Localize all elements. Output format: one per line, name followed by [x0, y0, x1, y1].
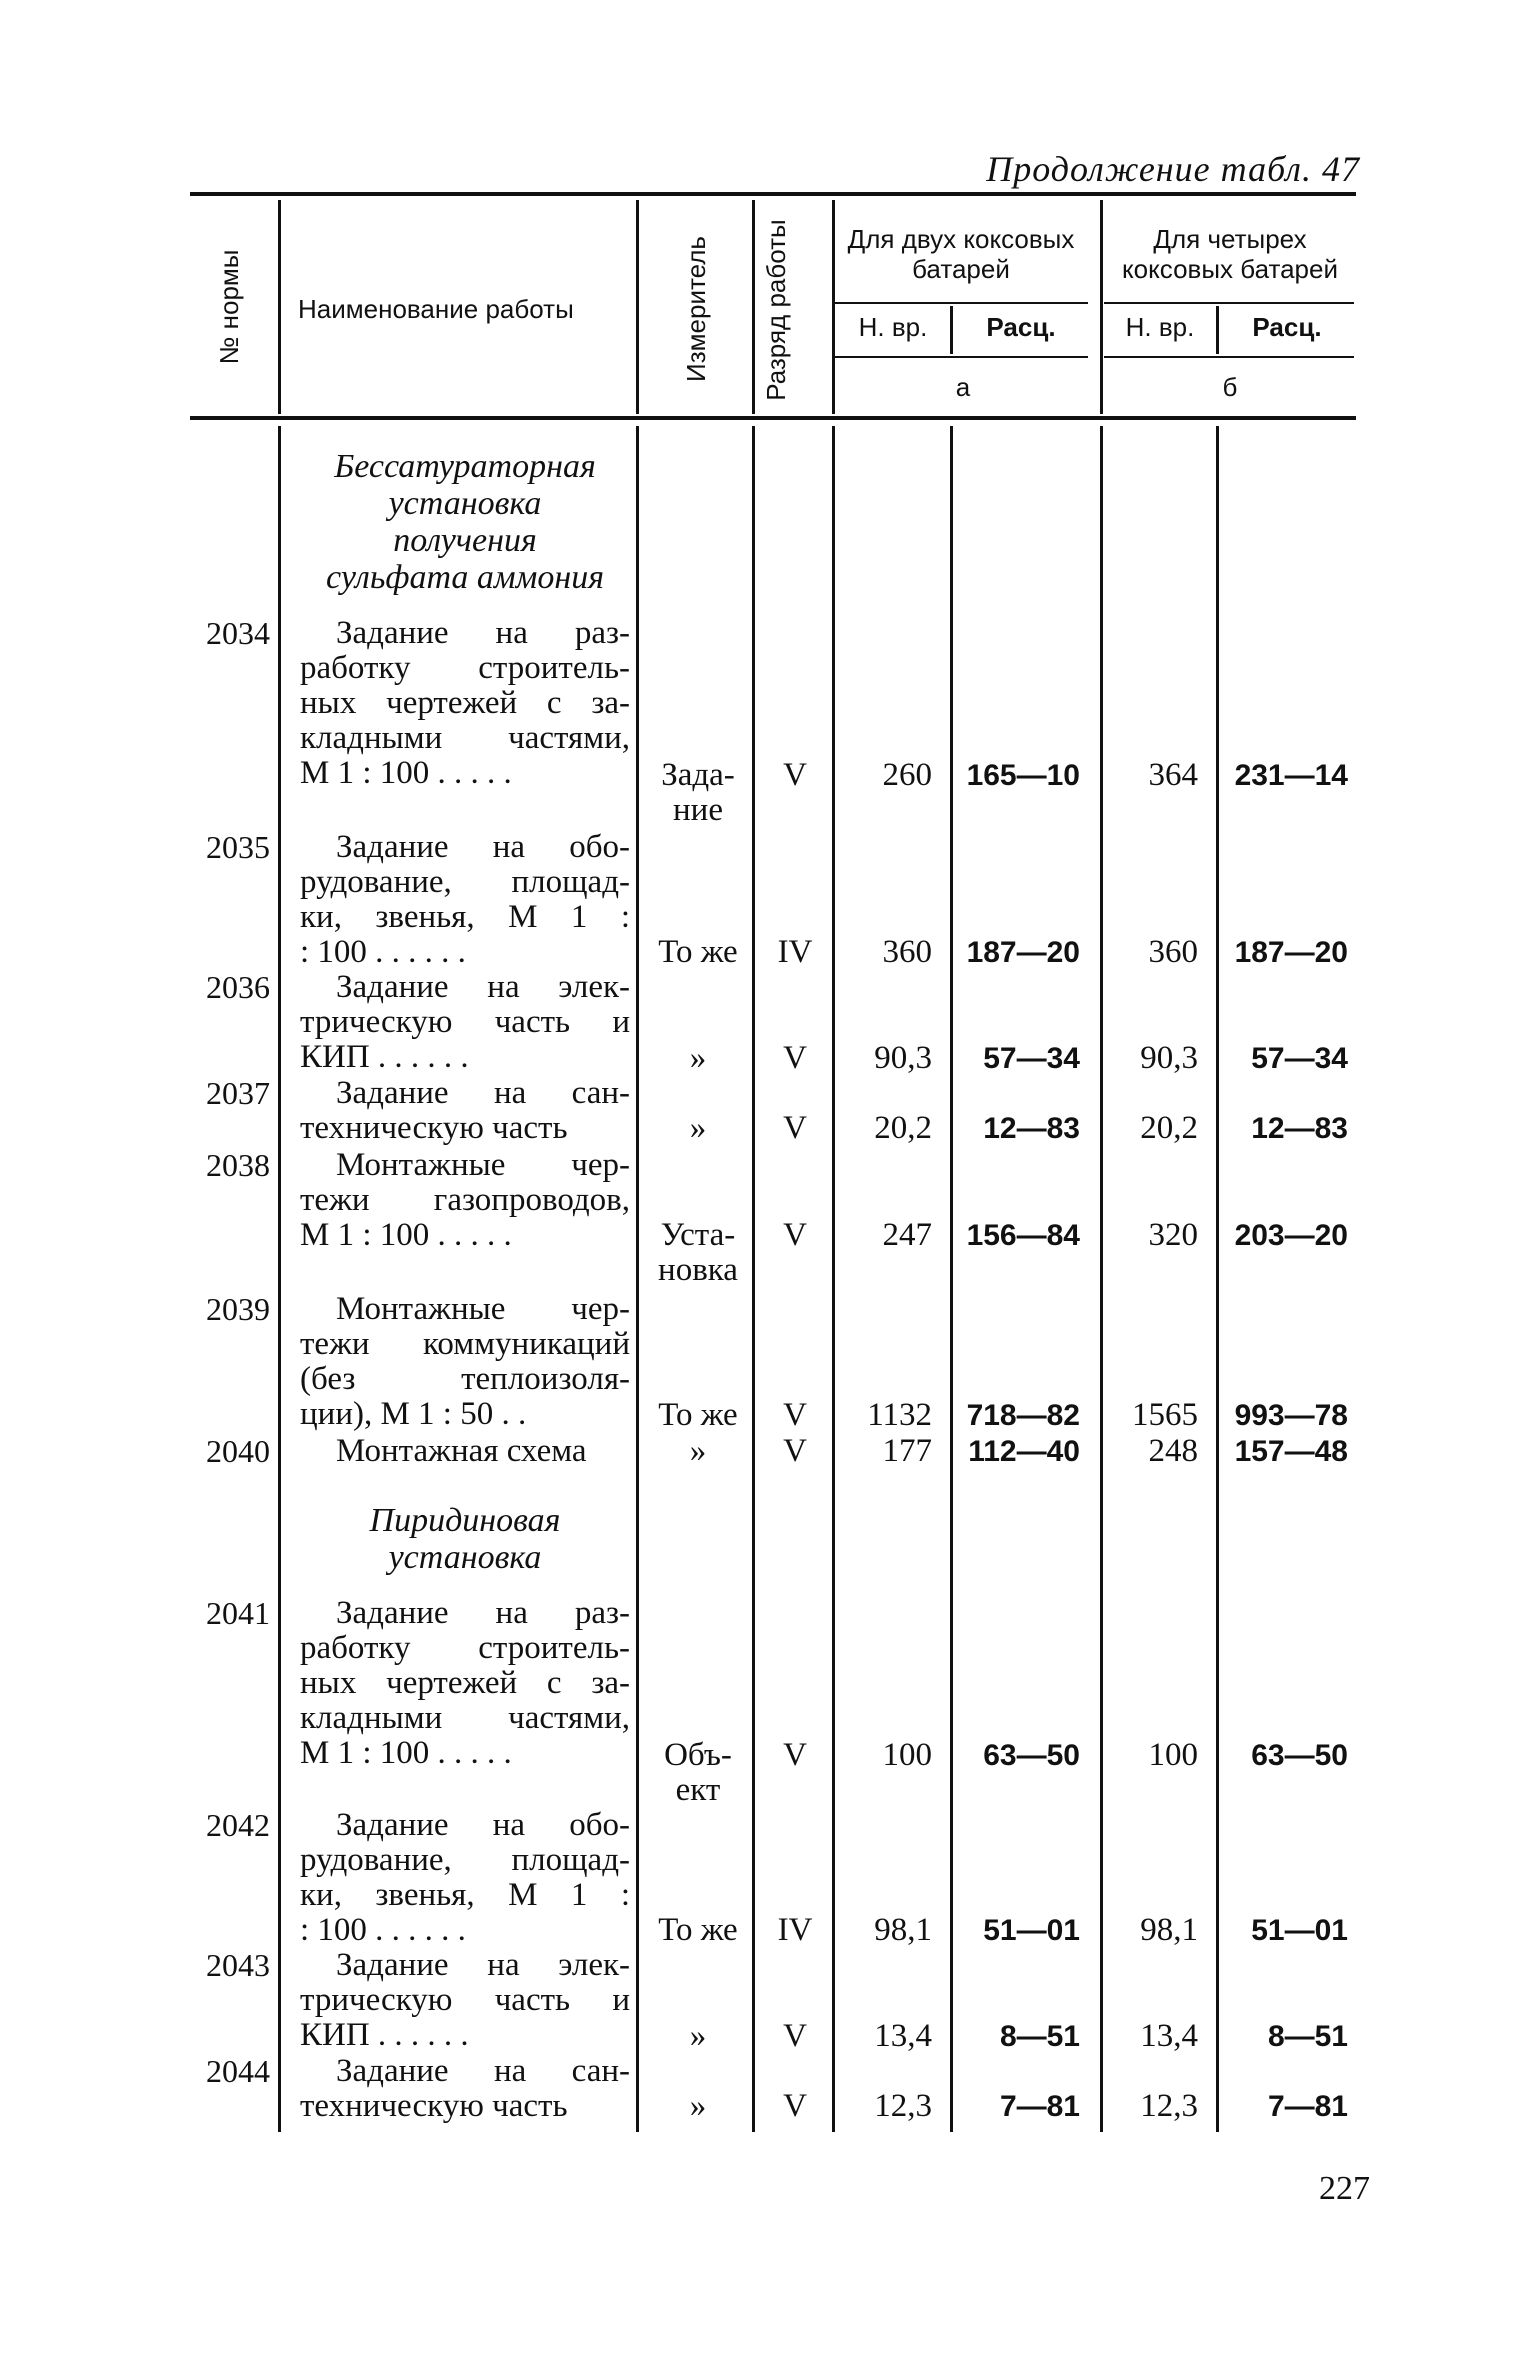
rate-two-cell: 57—34 [983, 1042, 1080, 1075]
time-four-cell: 248 [1148, 1433, 1198, 1469]
unit-cell [642, 1738, 754, 1808]
group-title-line: установка [388, 1539, 542, 1576]
norm-number: 2043 [206, 1947, 270, 1983]
unit-line: Уста- [660, 1217, 736, 1253]
work-name [300, 2054, 630, 2124]
work-name-line: Задание на раз- [336, 615, 630, 651]
unit-line: » [689, 2018, 707, 2054]
header-four-batteries: Для четырех коксовых батарей [1122, 224, 1338, 284]
unit-cell [642, 1398, 754, 1433]
time-four-cell: 20,2 [1140, 1110, 1198, 1146]
header-grade [761, 210, 821, 410]
header-norm-no: № нормы [214, 249, 244, 365]
unit-line: » [689, 1110, 707, 1146]
work-name-line: ки, звенья, М 1 : [300, 1877, 630, 1913]
time-two-cell: 12,3 [874, 2088, 932, 2124]
work-name-line: М 1 : 100 . . . . . [300, 1735, 512, 1771]
unit-cell [642, 2019, 754, 2054]
time-four-cell: 98,1 [1140, 1912, 1198, 1948]
col-divider-two [832, 426, 835, 2132]
work-name-line: Задание на элек- [336, 1947, 630, 1983]
rate-four-cell: 187—20 [1234, 936, 1348, 969]
group-title [290, 448, 640, 596]
rate-two-cell: 63—50 [983, 1739, 1080, 1772]
rate-four-cell: 12—83 [1251, 1112, 1348, 1145]
work-name-line: Задание на обо- [336, 1807, 630, 1843]
rate-two-cell: 187—20 [966, 936, 1080, 969]
header-time-two: Н. вр. [858, 312, 928, 342]
grade-cell: IV [777, 934, 813, 970]
rate-two-cell: 12—83 [983, 1112, 1080, 1145]
work-name [300, 830, 630, 970]
work-name [300, 1596, 630, 1771]
work-name-line: Задание на раз- [336, 1595, 630, 1631]
col-divider-time-two [950, 426, 953, 2132]
unit-line: То же [658, 934, 738, 970]
work-name-line: техническую часть [300, 1110, 568, 1146]
rate-two-cell: 8—51 [999, 2020, 1080, 2053]
work-name-line: Монтажная схема [336, 1433, 587, 1469]
unit-line: » [689, 1433, 707, 1469]
header-bottom-rule [190, 416, 1356, 420]
group-title-line: получения [393, 522, 537, 559]
grade-cell: V [783, 1217, 807, 1253]
col-divider-four [1100, 426, 1103, 2132]
unit-line: новка [658, 1252, 738, 1288]
time-four-cell: 100 [1148, 1737, 1198, 1773]
table-continuation-caption: Продолжение табл. 47 [986, 149, 1360, 189]
rate-two-cell: 156—84 [966, 1219, 1080, 1252]
header-grade-text: Разряд работы [761, 219, 791, 401]
header-work-name: Наименование работы [298, 294, 574, 324]
header-index-a: а [955, 372, 971, 402]
time-two-cell: 360 [882, 934, 932, 970]
header-unit: Измеритель [681, 236, 711, 382]
work-name-line: (без теплоизоля- [300, 1361, 630, 1397]
work-name [300, 1808, 630, 1948]
work-name [300, 1148, 630, 1253]
time-two-cell: 1132 [867, 1397, 932, 1433]
work-name-line: ции), М 1 : 50 . . [300, 1396, 527, 1432]
work-name-line: Монтажные чер- [336, 1147, 630, 1183]
grade-cell: IV [777, 1912, 813, 1948]
work-name-line: ных чертежей с за- [300, 1665, 630, 1701]
group-title-line: Бессатураторная [334, 448, 596, 485]
col-divider-grade-header [752, 200, 755, 414]
norm-number: 2035 [206, 829, 270, 865]
norm-number: 2034 [206, 615, 270, 651]
two-batteries-index-rule [834, 356, 1088, 358]
rate-four-cell: 7—81 [1267, 2090, 1348, 2123]
grade-cell: V [783, 1433, 807, 1469]
time-four-cell: 90,3 [1140, 1040, 1198, 1076]
unit-cell [642, 1218, 754, 1288]
work-name-line: рудование, площад- [300, 864, 630, 900]
col-divider-name-header [278, 200, 281, 414]
unit-line: » [689, 1040, 707, 1076]
time-two-cell: 20,2 [874, 1110, 932, 1146]
norm-number: 2042 [206, 1807, 270, 1843]
norm-number: 2041 [206, 1595, 270, 1631]
unit-line: ект [675, 1772, 721, 1808]
group-title [290, 1502, 640, 1576]
group-title-line: установка [388, 485, 542, 522]
grade-cell: V [783, 1397, 807, 1433]
col-divider-time-four [1216, 426, 1219, 2132]
time-two-cell: 13,4 [874, 2018, 932, 2054]
work-name [300, 616, 630, 791]
work-name-line: Задание на обо- [336, 829, 630, 865]
col-divider-time-four-header [1216, 306, 1219, 354]
work-name [300, 1948, 630, 2053]
rate-four-cell: 57—34 [1251, 1042, 1348, 1075]
work-name-line: : 100 . . . . . . [300, 1912, 466, 1948]
time-two-cell: 177 [882, 1433, 932, 1469]
unit-cell [642, 1434, 754, 1469]
grade-cell: V [783, 1110, 807, 1146]
norm-number: 2044 [206, 2053, 270, 2089]
work-name [300, 1434, 630, 1469]
time-four-cell: 13,4 [1140, 2018, 1198, 2054]
time-two-cell: 100 [882, 1737, 932, 1773]
two-batteries-subrule [834, 302, 1088, 304]
rate-two-cell: 112—40 [968, 1435, 1080, 1468]
work-name-line: ных чертежей с за- [300, 685, 630, 721]
header-time-four: Н. вр. [1125, 312, 1195, 342]
unit-cell [642, 758, 754, 828]
work-name-line: : 100 . . . . . . [300, 934, 466, 970]
work-name-line: трическую часть и [300, 1982, 630, 2018]
page-number: 227 [1319, 2170, 1370, 2207]
work-name-line: тежи коммуникаций [300, 1326, 630, 1362]
work-name-line: кладными частями, [300, 720, 630, 756]
work-name-line: КИП . . . . . . [300, 2017, 469, 2053]
work-name-line: Задание на элек- [336, 969, 630, 1005]
work-name-line: М 1 : 100 . . . . . [300, 755, 512, 791]
work-name-line: ки, звенья, М 1 : [300, 899, 630, 935]
rate-four-cell: 203—20 [1234, 1219, 1348, 1252]
work-name-line: Монтажные чер- [336, 1291, 630, 1327]
unit-cell [642, 935, 754, 970]
time-two-cell: 247 [882, 1217, 932, 1253]
unit-line: ние [673, 792, 723, 828]
work-name [300, 1292, 630, 1432]
col-divider-four-header [1100, 200, 1103, 414]
grade-cell: V [783, 1737, 807, 1773]
unit-cell [642, 2089, 754, 2124]
work-name-line: тежи газопроводов, [300, 1182, 630, 1218]
time-two-cell: 90,3 [874, 1040, 932, 1076]
time-four-cell: 320 [1148, 1217, 1198, 1253]
unit-cell [642, 1041, 754, 1076]
work-name-line: КИП . . . . . . [300, 1039, 469, 1075]
col-divider-unit [636, 426, 639, 2132]
rate-four-cell: 157—48 [1234, 1435, 1348, 1468]
header-rate-four: Расц. [1252, 312, 1322, 342]
col-divider-unit-header [636, 200, 639, 414]
norm-number: 2040 [206, 1433, 270, 1469]
norm-number: 2038 [206, 1147, 270, 1183]
work-name [300, 970, 630, 1075]
grade-cell: V [783, 1040, 807, 1076]
grade-cell: V [783, 757, 807, 793]
header-two-batteries: Для двух коксовых батарей [847, 224, 1075, 284]
time-four-cell: 12,3 [1140, 2088, 1198, 2124]
time-four-cell: 360 [1148, 934, 1198, 970]
time-four-cell: 364 [1148, 757, 1198, 793]
unit-line: » [689, 2088, 707, 2124]
col-divider-two-header [832, 200, 835, 414]
rate-two-cell: 51—01 [983, 1914, 1080, 1947]
unit-line: То же [658, 1397, 738, 1433]
rate-four-cell: 63—50 [1251, 1739, 1348, 1772]
unit-line: Объ- [664, 1737, 732, 1773]
rate-four-cell: 993—78 [1234, 1399, 1348, 1432]
grade-cell: V [783, 2018, 807, 2054]
time-two-cell: 98,1 [874, 1912, 932, 1948]
rate-four-cell: 51—01 [1251, 1914, 1348, 1947]
norm-number: 2036 [206, 969, 270, 1005]
norm-number: 2037 [206, 1075, 270, 1111]
header-rate-two: Расц. [986, 312, 1056, 342]
work-name-line: работку строитель- [300, 1630, 630, 1666]
group-title-line: сульфата аммония [325, 559, 604, 596]
work-name [300, 1076, 630, 1146]
work-name-line: кладными частями, [300, 1700, 630, 1736]
rate-four-cell: 8—51 [1267, 2020, 1348, 2053]
table-top-rule [190, 192, 1356, 196]
col-divider-name [278, 426, 281, 2132]
unit-line: То же [658, 1912, 738, 1948]
work-name-line: трическую часть и [300, 1004, 630, 1040]
work-name-line: техническую часть [300, 2088, 568, 2124]
work-name-line: работку строитель- [300, 650, 630, 686]
header-index-b: б [1222, 372, 1238, 402]
work-name-line: рудование, площад- [300, 1842, 630, 1878]
grade-cell: V [783, 2088, 807, 2124]
work-name-line: М 1 : 100 . . . . . [300, 1217, 512, 1253]
col-divider-time-two-header [950, 306, 953, 354]
unit-cell [642, 1111, 754, 1146]
time-four-cell: 1565 [1132, 1397, 1198, 1433]
rate-four-cell: 231—14 [1234, 759, 1348, 792]
group-title-line: Пиридиновая [369, 1502, 561, 1539]
four-batteries-index-rule [1104, 356, 1354, 358]
unit-cell [642, 1913, 754, 1948]
rate-two-cell: 165—10 [966, 759, 1080, 792]
time-two-cell: 260 [882, 757, 932, 793]
norm-number: 2039 [206, 1291, 270, 1327]
work-name-line: Задание на сан- [336, 1075, 630, 1111]
unit-line: Зада- [661, 757, 735, 793]
four-batteries-subrule [1104, 302, 1354, 304]
rate-two-cell: 7—81 [999, 2090, 1080, 2123]
rate-two-cell: 718—82 [966, 1399, 1080, 1432]
work-name-line: Задание на сан- [336, 2053, 630, 2089]
